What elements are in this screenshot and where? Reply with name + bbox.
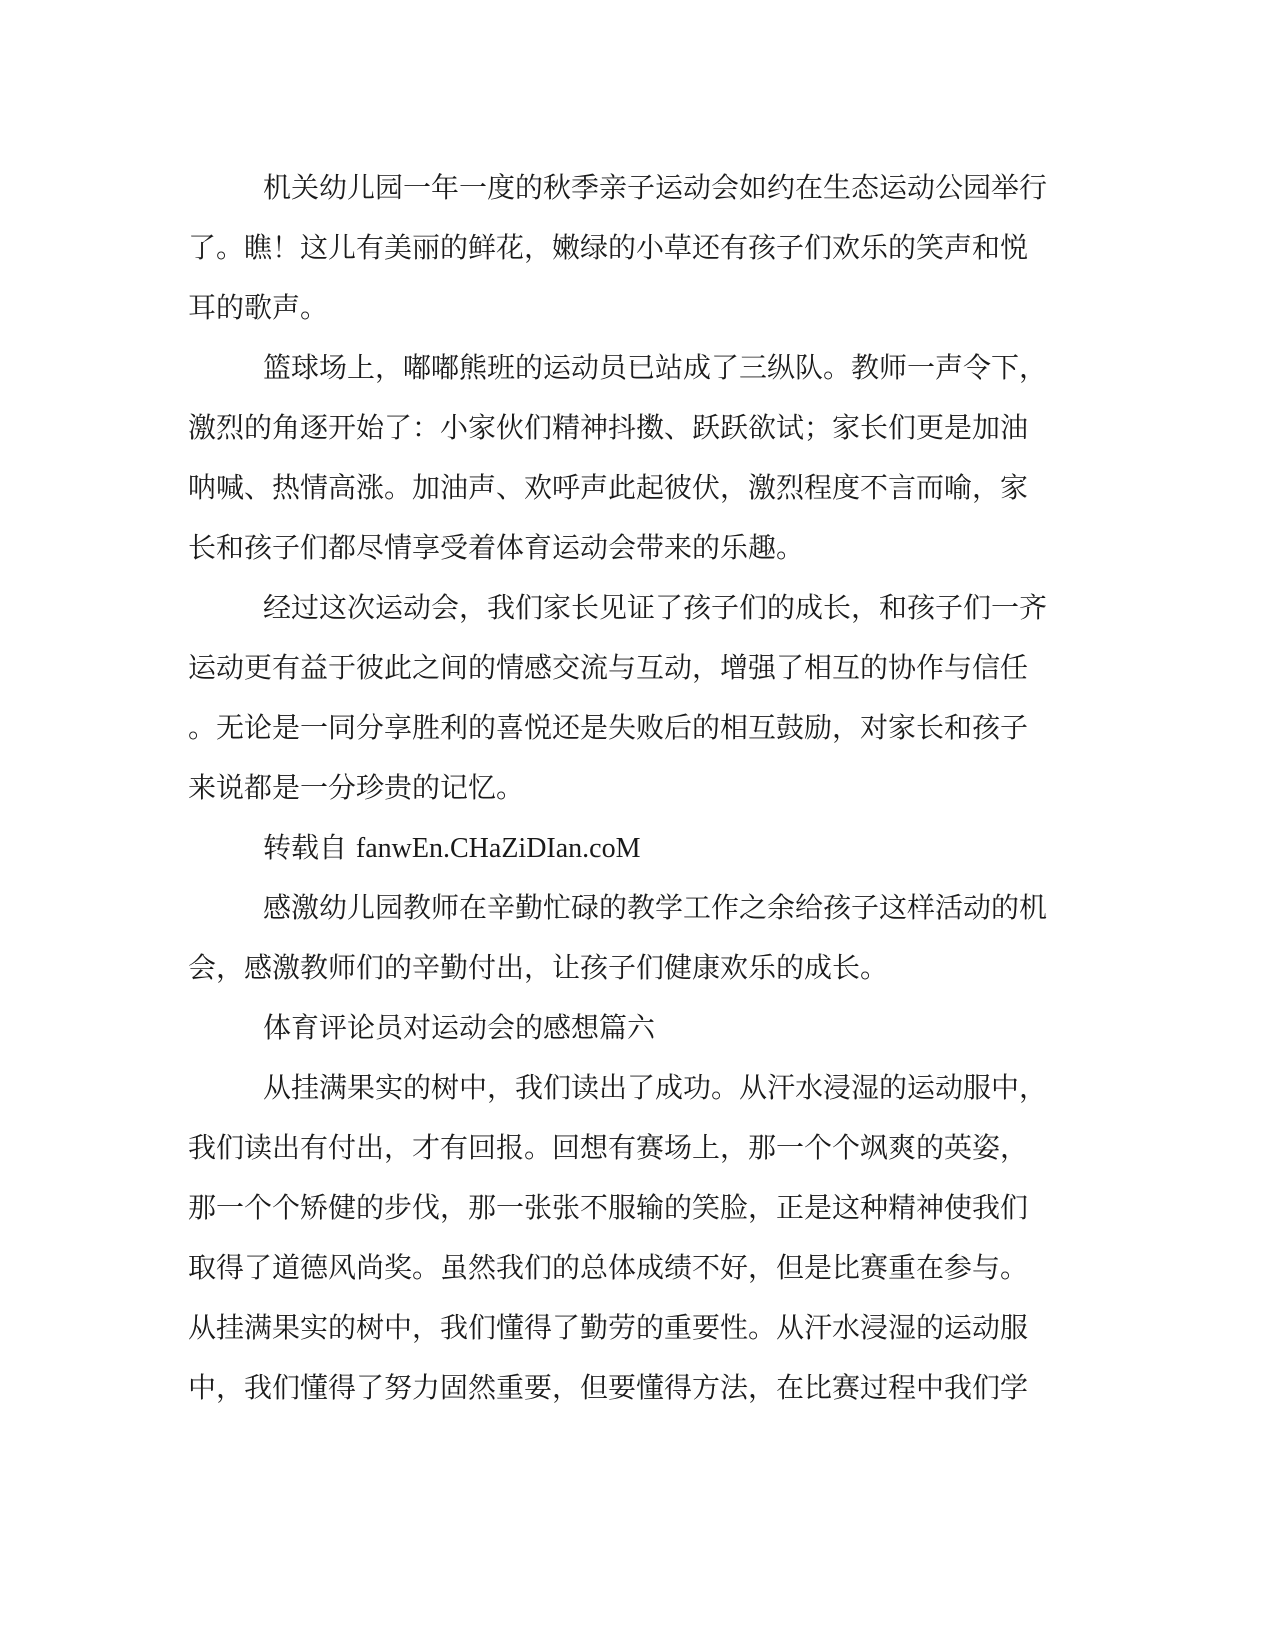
paragraph-line: 激烈的角逐开始了：小家伙们精神抖擞、跃跃欲试；家长们更是加油 [188, 411, 1029, 444]
paragraph-line: 耳的歌声。 [188, 291, 329, 324]
document-body [188, 158, 1068, 1418]
paragraph-line: 会，感激教师们的辛勤付出，让孩子们健康欢乐的成长。 [188, 951, 889, 984]
source-url: fanwEn.CHaZiDIan.coM [355, 833, 641, 864]
paragraph-line: 了。瞧！这儿有美丽的鲜花，嫩绿的小草还有孩子们欢乐的笑声和悦 [188, 231, 1029, 264]
paragraph-line: 我们读出有付出，才有回报。回想有赛场上，那一个个飒爽的英姿， [188, 1131, 1029, 1164]
paragraph-line: 经过这次运动会，我们家长见证了孩子们的成长，和孩子们一齐 [263, 591, 1048, 624]
paragraph-line: 机关幼儿园一年一度的秋季亲子运动会如约在生态运动公园举行 [263, 171, 1048, 204]
paragraph-line: 取得了道德风尚奖。虽然我们的总体成绩不好，但是比赛重在参与。 [188, 1251, 1029, 1284]
paragraph-line: 那一个个矫健的步伐，那一张张不服输的笑脸，正是这种精神使我们 [188, 1191, 1029, 1224]
paragraph-line: 篮球场上，嘟嘟熊班的运动员已站成了三纵队。教师一声令下， [263, 351, 1048, 384]
paragraph-line: 来说都是一分珍贵的记忆。 [188, 771, 525, 804]
paragraph-line: 长和孩子们都尽情享受着体育运动会带来的乐趣。 [188, 531, 805, 564]
section-heading: 体育评论员对运动会的感想篇六 [263, 1011, 656, 1044]
paragraph-line: 。无论是一同分享胜利的喜悦还是失败后的相互鼓励，对家长和孩子 [188, 711, 1029, 744]
source-line [188, 818, 1068, 878]
paragraph-line: 感激幼儿园教师在辛勤忙碌的教学工作之余给孩子这样活动的机 [263, 891, 1048, 924]
paragraph-line: 中，我们懂得了努力固然重要，但要懂得方法，在比赛过程中我们学 [188, 1371, 1029, 1404]
paragraph-line: 运动更有益于彼此之间的情感交流与互动，增强了相互的协作与信任 [188, 651, 1029, 684]
paragraph-line: 从挂满果实的树中，我们读出了成功。从汗水浸湿的运动服中， [263, 1071, 1048, 1104]
paragraph-line: 从挂满果实的树中，我们懂得了勤劳的重要性。从汗水浸湿的运动服 [188, 1311, 1029, 1344]
paragraph-line: 呐喊、热情高涨。加油声、欢呼声此起彼伏，激烈程度不言而喻，家 [188, 471, 1029, 504]
source-label: 转载自 [263, 831, 348, 864]
